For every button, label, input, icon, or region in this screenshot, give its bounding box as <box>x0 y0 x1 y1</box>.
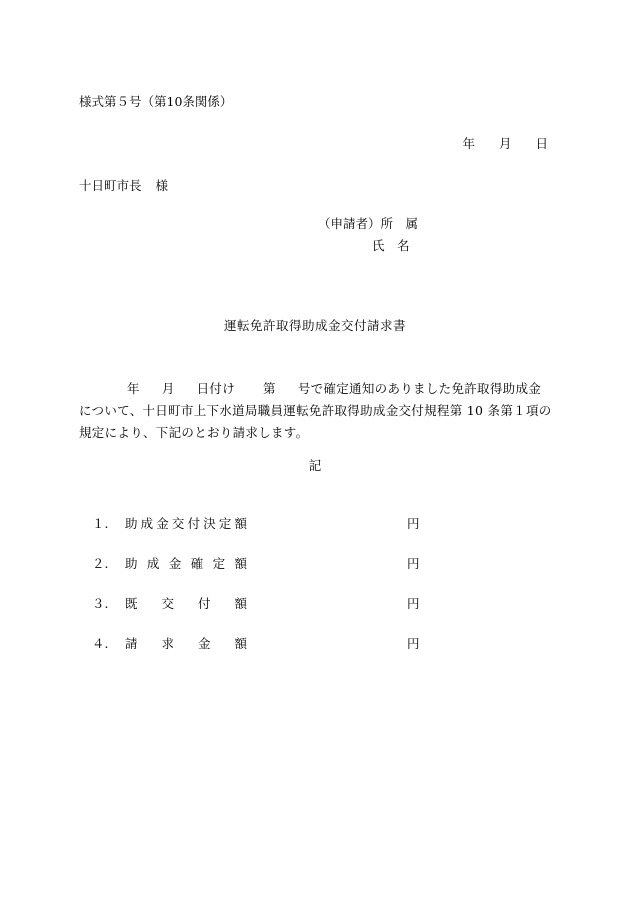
addressee <box>79 180 168 193</box>
applicant-name-row <box>372 240 410 253</box>
item-number: ２. <box>92 556 109 571</box>
ki-heading: 記 <box>308 458 322 473</box>
item-number: １. <box>92 516 109 531</box>
item-unit: 円 <box>407 556 420 571</box>
list-item <box>92 636 420 651</box>
submission-date <box>462 138 548 151</box>
list-item <box>92 596 420 611</box>
list-item <box>92 516 420 531</box>
affiliation-label: 所 属 <box>380 216 419 231</box>
item-number: ３. <box>92 596 109 611</box>
item-label: 助成金確定額 <box>125 556 247 571</box>
document-title: 運転免許取得助成金交付請求書 <box>223 318 406 333</box>
date-day-label: 日 <box>535 136 548 151</box>
item-number: ４. <box>92 636 109 651</box>
addressee-name: 十日町市長 <box>79 178 142 193</box>
body-number-prefix: 第 <box>263 381 276 396</box>
date-month-label: 月 <box>498 136 512 151</box>
body-sentence: 号で確定通知のありました免許取得助成金について、十日町市上下水道局職員運転免許取得助成金交付規程第 10 条第１項の規定により、下記のとおり請求します。 <box>79 381 552 440</box>
body-day-dated-label: 日付け <box>196 381 236 396</box>
item-unit: 円 <box>407 636 420 651</box>
body-year-label: 年 <box>127 381 140 396</box>
request-body-paragraph <box>79 378 553 444</box>
item-unit: 円 <box>407 516 420 531</box>
item-unit: 円 <box>407 596 420 611</box>
applicant-affiliation-row <box>318 218 418 231</box>
item-label: 助成金交付決定額 <box>125 516 247 531</box>
list-item <box>92 556 420 571</box>
form-number-label: 様式第５号（第10条関係） <box>79 94 233 109</box>
addressee-honorific: 様 <box>155 178 169 193</box>
applicant-prefix: （申請者） <box>318 216 381 231</box>
item-label: 既交付額 <box>125 596 247 611</box>
name-label: 氏 名 <box>372 238 410 253</box>
date-year-label: 年 <box>462 136 475 151</box>
item-label: 請求金額 <box>125 636 247 651</box>
body-month-label: 月 <box>161 381 175 396</box>
